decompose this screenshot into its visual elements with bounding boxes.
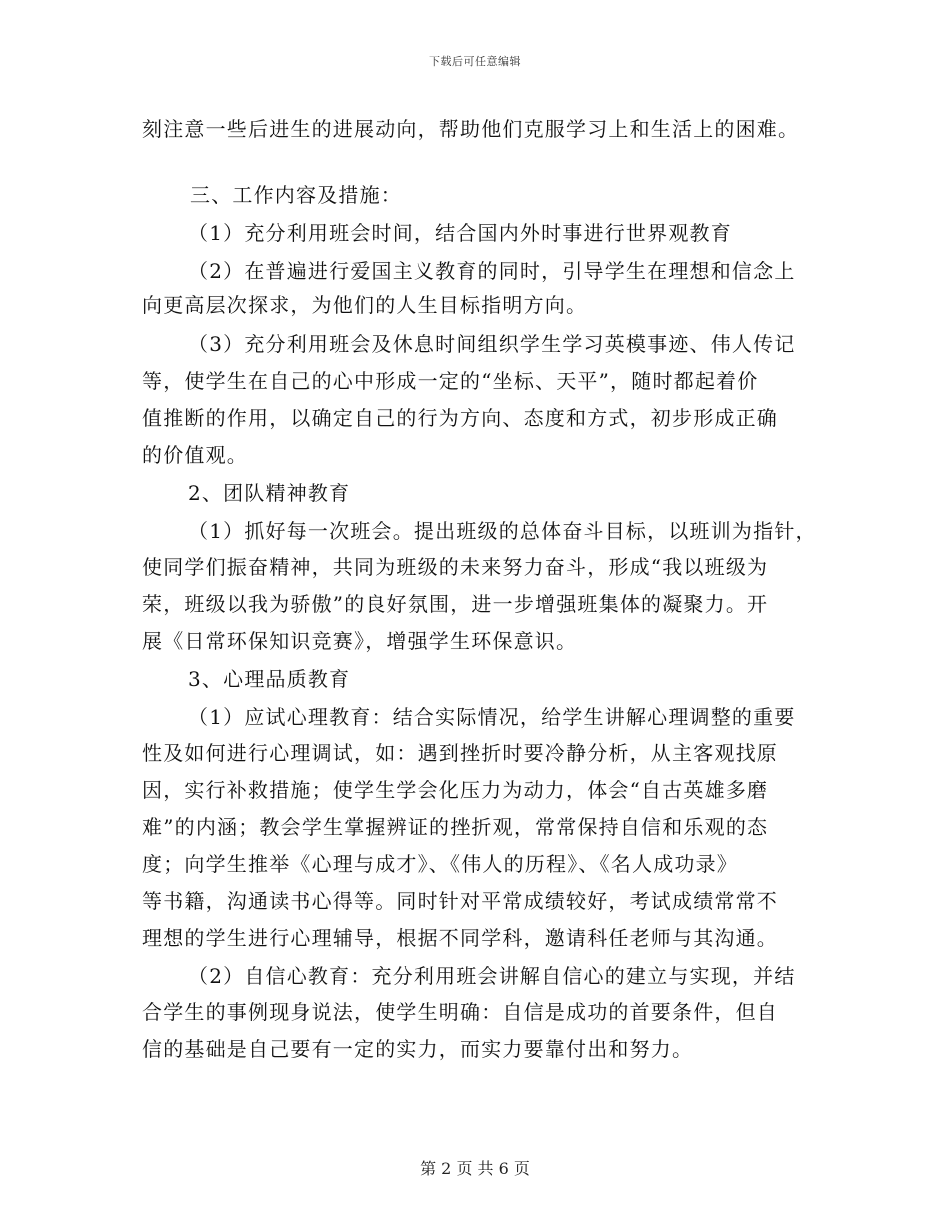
section-heading: 2、团队精神教育 — [188, 481, 351, 505]
paragraph-line: （3）充分利用班会及休息时间组织学生学习英模事迹、伟人传记 — [188, 332, 796, 356]
paragraph-line: （1）充分利用班会时间，结合国内外时事进行世界观教育 — [188, 221, 732, 245]
paragraph-line: 展《日常环保知识竞赛》，增强学生环保意识。 — [142, 629, 578, 653]
paragraph-line: （2）自信心教育：充分利用班会讲解自信心的建立与实现，并结 — [188, 964, 796, 988]
page-number: 第 2 页 共 6 页 — [420, 1159, 530, 1178]
paragraph-line: 等书籍，沟通读书心得等。同时针对平常成绩较好，考试成绩常常不 — [142, 889, 778, 913]
section-heading: 三、工作内容及措施： — [190, 183, 402, 207]
paragraph-line: 使同学们振奋精神，共同为班级的未来努力奋斗，形成“我以班级为 — [142, 555, 769, 579]
page-header: 下载后可任意编辑 — [429, 55, 521, 68]
paragraph-line: 向更高层次探求，为他们的人生目标指明方向。 — [142, 293, 588, 317]
paragraph-line: 因，实行补救措施；使学生学会化压力为动力，体会“自古英雄多磨 — [142, 778, 769, 802]
paragraph-line: 理想的学生进行心理辅导，根据不同学科，邀请科任老师与其沟通。 — [142, 926, 778, 950]
paragraph-line: 值推断的作用，以确定自己的行为方向、态度和方式，初步形成正确 — [142, 406, 778, 430]
paragraph-line: 的价值观。 — [142, 443, 248, 467]
paragraph-line: 难”的内涵；教会学生掌握辨证的挫折观，常常保持自信和乐观的态 — [142, 815, 769, 839]
paragraph-line: 性及如何进行心理调试，如：遇到挫折时要冷静分析，从主客观找原 — [142, 741, 778, 765]
paragraph-line: 荣，班级以我为骄傲”的良好氛围，进一步增强班集体的凝聚力。开 — [142, 592, 769, 616]
section-heading: 3、心理品质教育 — [188, 667, 351, 691]
paragraph-line: 信的基础是自己要有一定的实力，而实力要靠付出和努力。 — [142, 1037, 694, 1061]
paragraph-line: （2）在普遍进行爱国主义教育的同时，引导学生在理想和信念上 — [188, 259, 796, 283]
paragraph-line: 等，使学生在自己的心中形成一定的“坐标、天平”，随时都起着价 — [142, 369, 759, 393]
paragraph-line: （1）应试心理教育：结合实际情况，给学生讲解心理调整的重要 — [188, 705, 796, 729]
paragraph-line: 度；向学生推举《心理与成才》、《伟人的历程》、《名人成功录》 — [142, 852, 738, 876]
paragraph-line: 刻注意一些后进生的进展动向，帮助他们克服学习上和生活上的困难。 — [142, 117, 800, 141]
paragraph-line: 合学生的事例现身说法，使学生明确：自信是成功的首要条件，但自 — [142, 1000, 778, 1024]
paragraph-line: （1）抓好每一次班会。提出班级的总体奋斗目标，以班训为指针， — [188, 519, 817, 543]
